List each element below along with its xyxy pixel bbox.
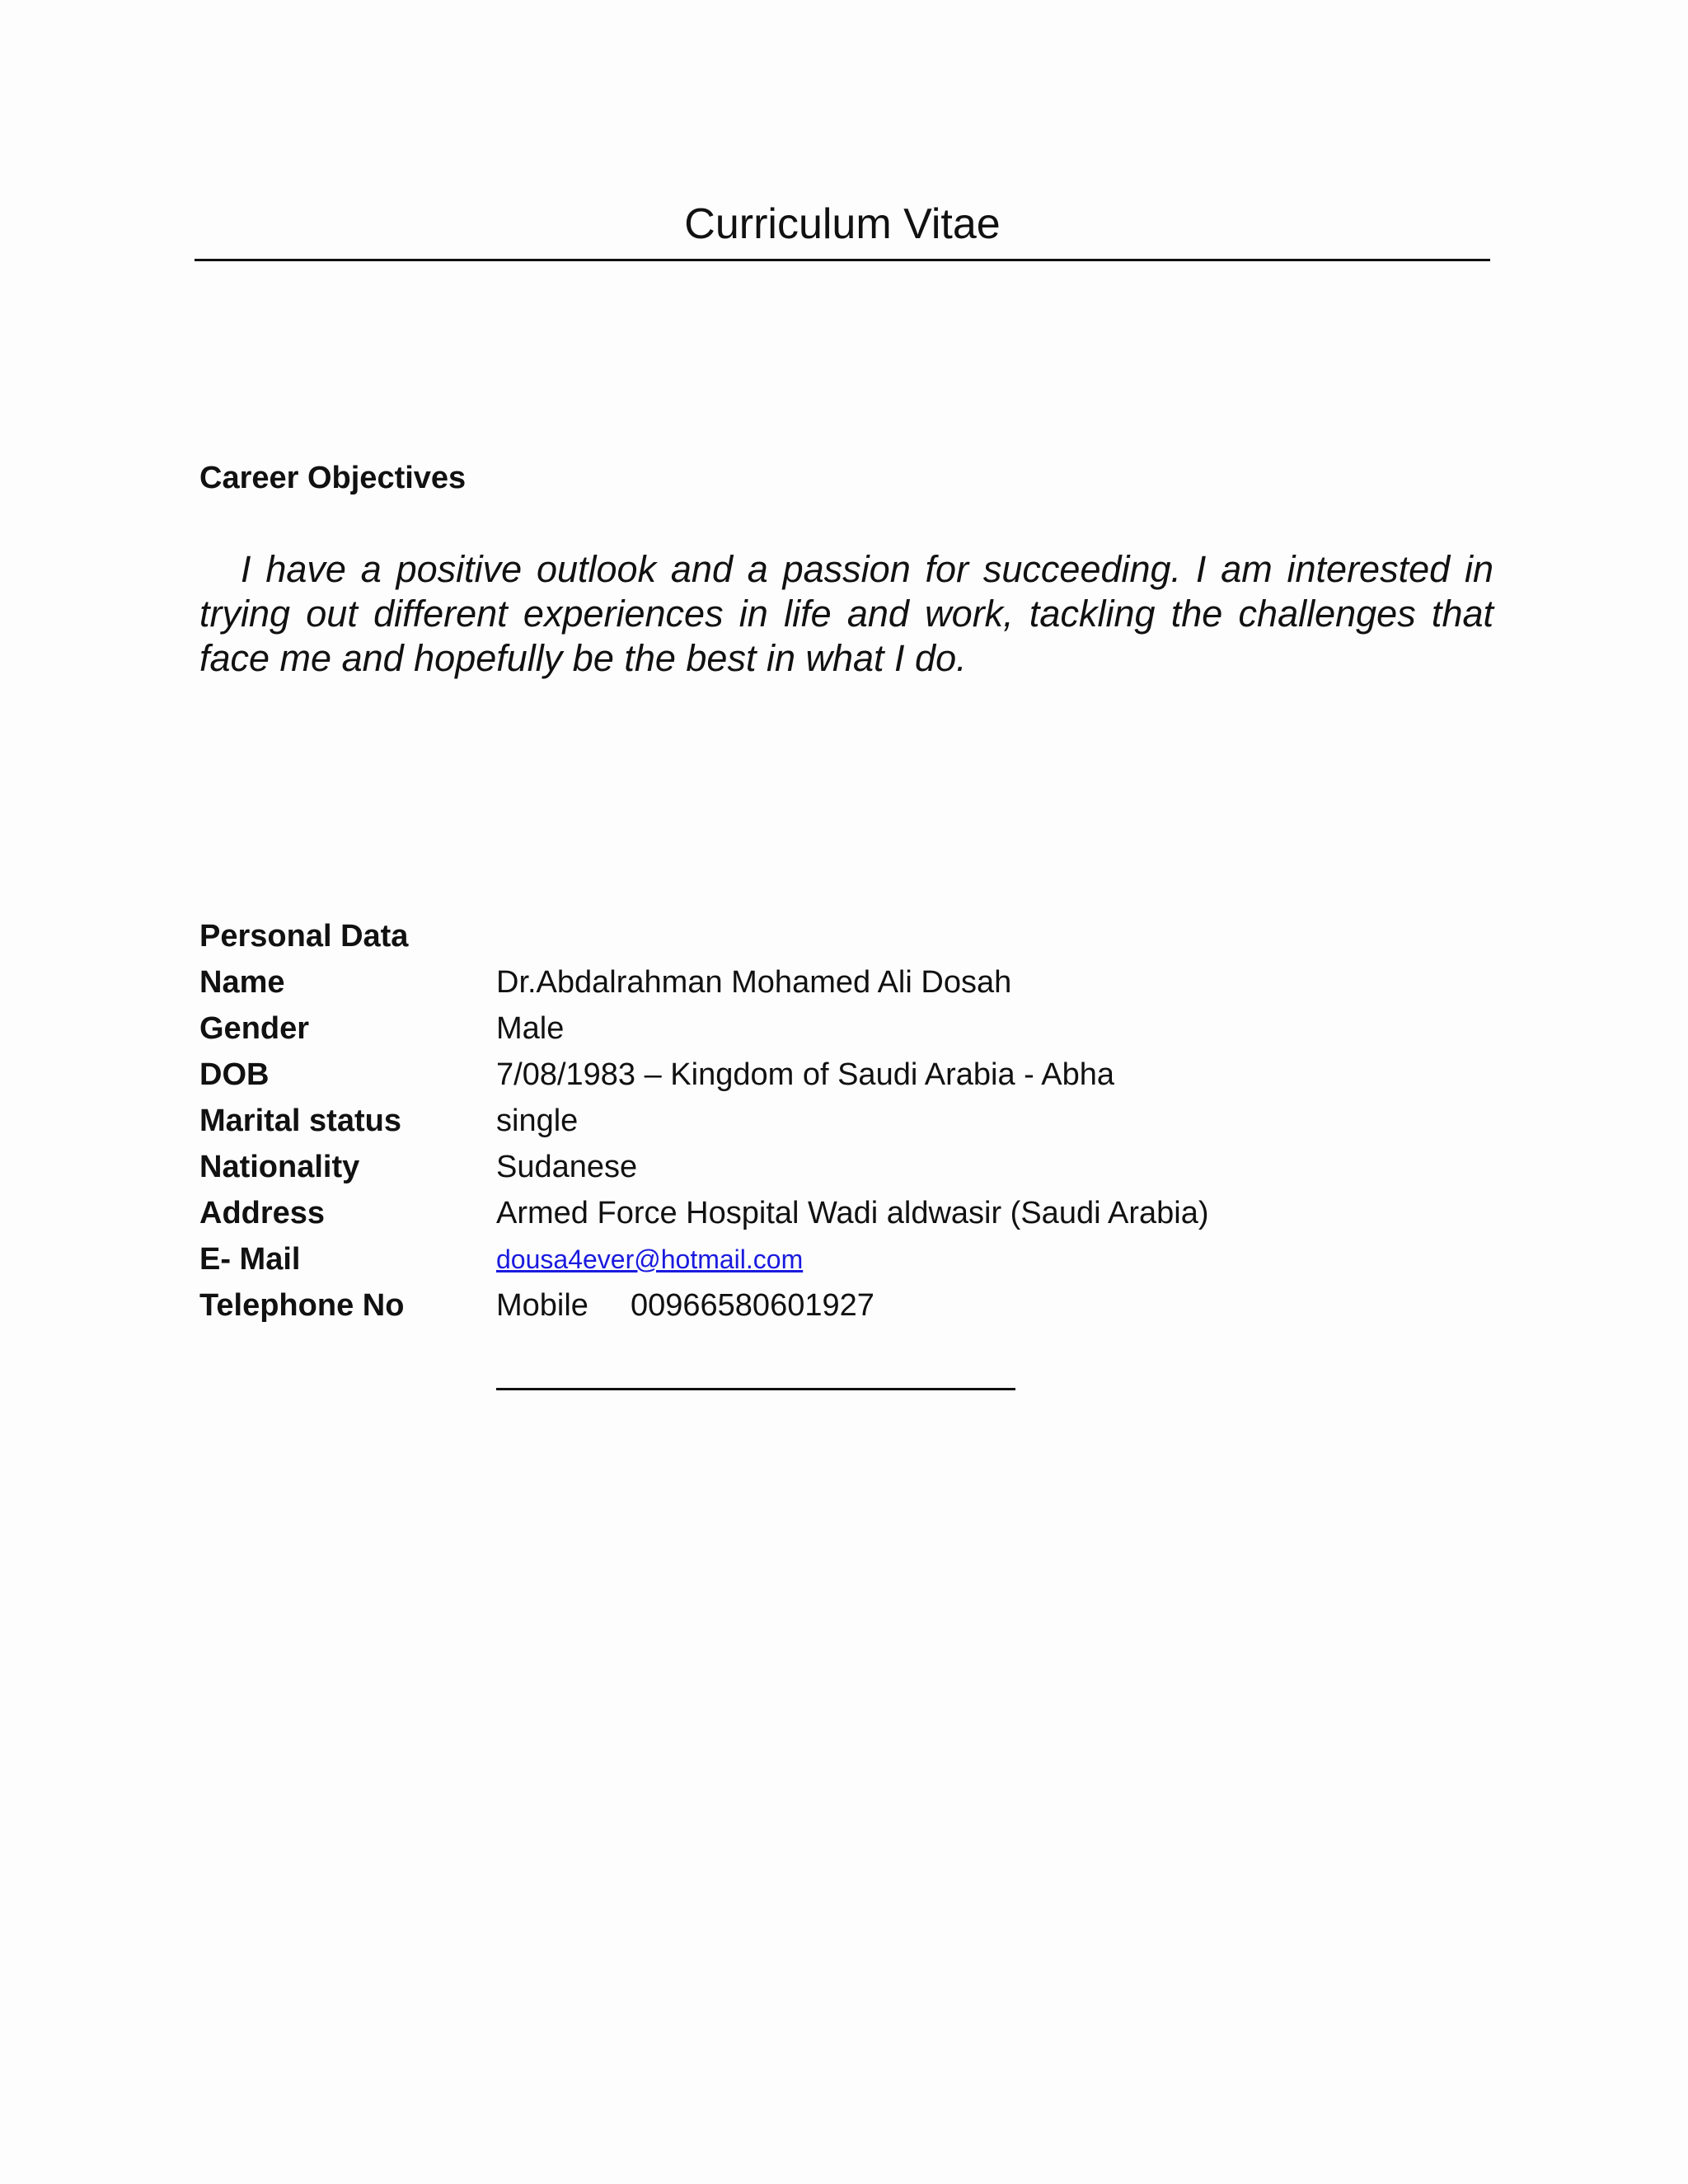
personal-row-address: [199, 1190, 1485, 1236]
row-value: single: [496, 1104, 579, 1138]
row-label: Marital status: [199, 1104, 401, 1138]
row-label: Address: [199, 1196, 326, 1230]
personal-data-section: [199, 913, 1485, 1329]
personal-row-email: [199, 1236, 1485, 1282]
row-value: Sudanese: [496, 1150, 638, 1184]
row-label: Nationality: [199, 1150, 360, 1184]
row-value: [496, 1282, 1485, 1329]
career-objectives-text: I have a positive outlook and a passion for succeeding. I am interested in trying out different experiences in life and work, tackling the challenges that face me and hopefully be the best in what I do.: [199, 548, 1493, 679]
email-link[interactable]: dousa4ever@hotmail.com: [496, 1244, 804, 1274]
row-value: Male: [496, 1011, 565, 1046]
row-label: Name: [199, 965, 285, 1000]
career-objectives-heading: Career Objectives: [199, 461, 467, 495]
row-label: Gender: [199, 1011, 310, 1046]
document-title: Curriculum Vitae: [684, 200, 1001, 248]
bottom-rule: [496, 1388, 1015, 1390]
personal-row-gender: [199, 1005, 1485, 1052]
mobile-label: Mobile: [496, 1288, 588, 1323]
personal-data-heading: Personal Data: [199, 919, 409, 954]
row-value: Dr.Abdalrahman Mohamed Ali Dosah: [496, 965, 1012, 1000]
row-value: Armed Force Hospital Wadi aldwasir (Saudi Arabia): [496, 1196, 1209, 1230]
phone-number: 00966580601927: [631, 1288, 874, 1323]
title-underline: [195, 259, 1490, 261]
row-label: E- Mail: [199, 1242, 301, 1277]
personal-row-nationality: [199, 1144, 1485, 1190]
personal-row-name: [199, 959, 1485, 1005]
row-label: Telephone No: [199, 1288, 405, 1323]
row-label: DOB: [199, 1057, 270, 1092]
row-value: 7/08/1983 – Kingdom of Saudi Arabia - Abha: [496, 1057, 1114, 1092]
personal-row-dob: [199, 1052, 1485, 1098]
personal-row-telephone: [199, 1282, 1485, 1329]
personal-row-marital-status: [199, 1098, 1485, 1144]
